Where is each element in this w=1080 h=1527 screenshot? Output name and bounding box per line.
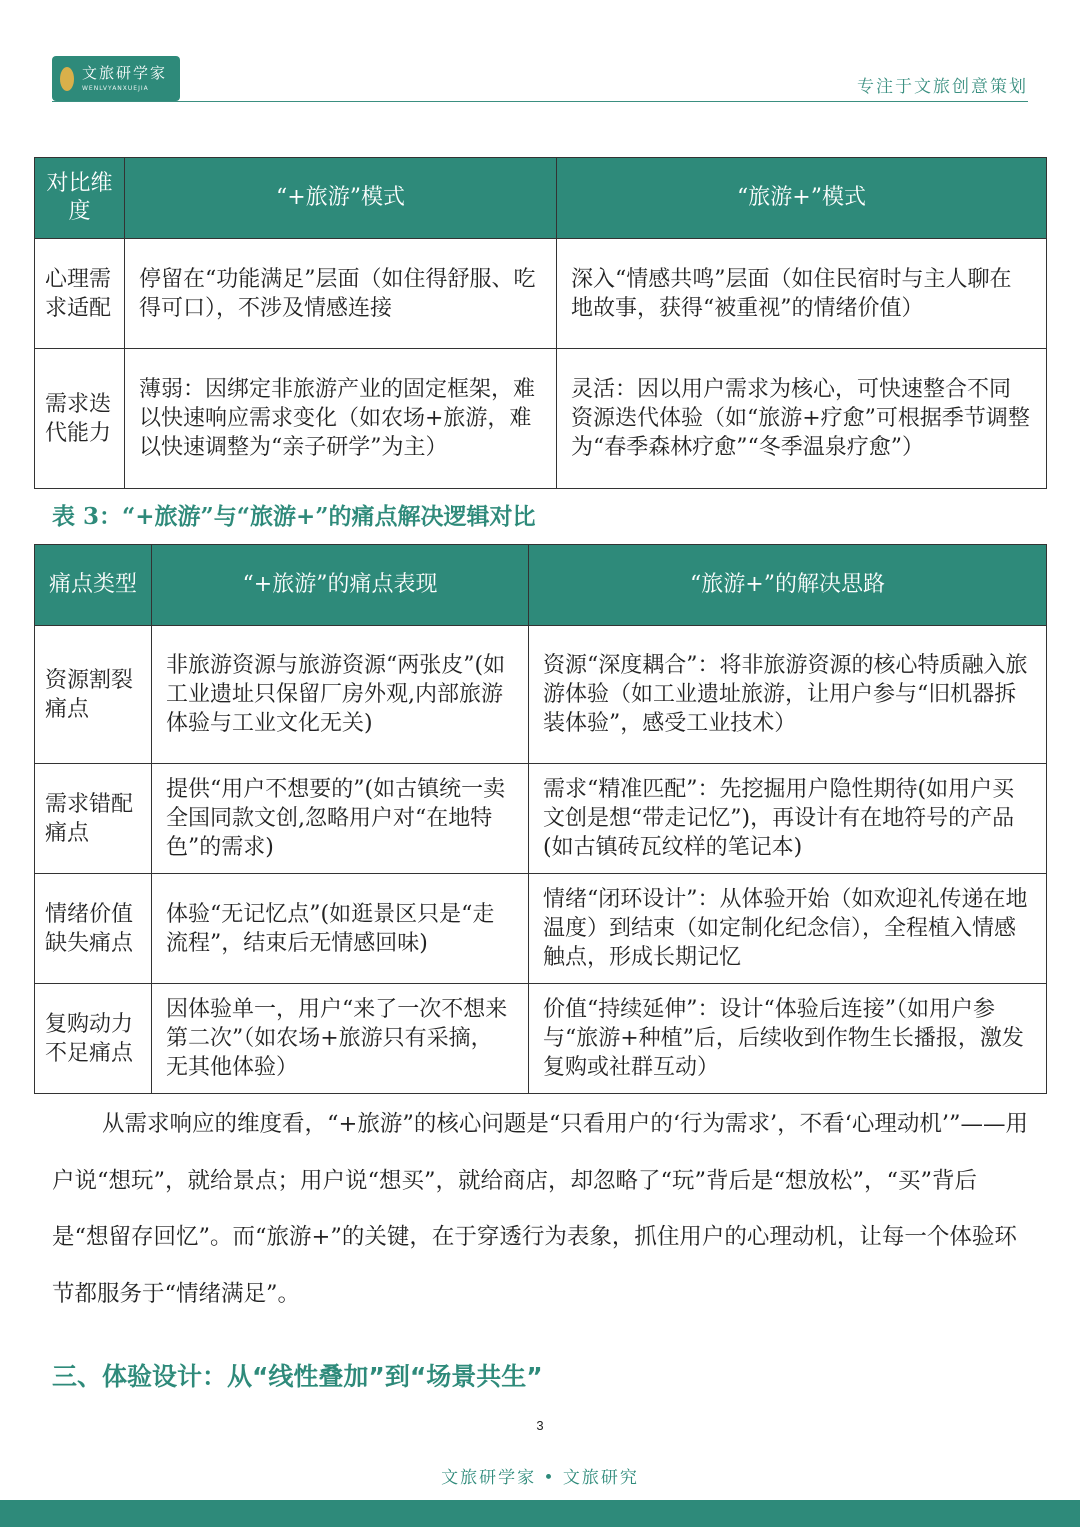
tourism-plus-cell: 灵活：因以用户需求为核心，可快速整合不同资源迭代体验（如“旅游+疗愈”可根据季节调整为“春季森林疗愈”“冬季温泉疗愈”） (557, 349, 1047, 489)
table-row (35, 874, 1047, 984)
logo-name: 文旅研学家 (82, 63, 168, 82)
pain-solution: 需求“精准匹配”：先挖掘用户隐性期待(如用户买文创是想“带走记忆”)，再设计有在地符号的产品(如古镇砖瓦纹样的笔记本) (529, 764, 1047, 874)
header-dimension: 对比维度 (35, 158, 125, 239)
footer-bar (0, 1500, 1080, 1527)
pain-solution: 资源“深度耦合”：将非旅游资源的核心特质融入旅游体验（如工业遗址旅游，让用户参与“旧机器拆装体验”，感受工业技术） (529, 626, 1047, 764)
pain-type: 复购动力不足痛点 (35, 984, 152, 1094)
header-divider (52, 101, 1028, 102)
brand-logo (52, 56, 180, 101)
table-row (35, 984, 1047, 1094)
pain-type: 情绪价值缺失痛点 (35, 874, 152, 984)
header-pain-solution: “旅游+”的解决思路 (529, 545, 1047, 626)
table-row (35, 764, 1047, 874)
mode-comparison-table (34, 157, 1047, 489)
body-paragraph: 从需求响应的维度看，“+旅游”的核心问题是“只看用户的‘行为需求’，不看‘心理动机’”——用户说“想玩”，就给景点；用户说“想买”，就给商店，却忽略了“玩”背后是“想放松”，“买”背后是“想留存回忆”。而“旅游+”的关键，在于穿透行为表象，抓住用户的心理动机，让每一个体验环节都服务于“情绪满足”。 (52, 1111, 1028, 1307)
header-plus-tourism: “+旅游”模式 (125, 158, 557, 239)
pain-solution: 价值“持续延伸”：设计“体验后连接”（如用户参与“旅游+种植”后，后续收到作物生长播报，激发复购或社群互动） (529, 984, 1047, 1094)
pain-problem: 体验“无记忆点”(如逛景区只是“走流程”，结束后无情感回味) (152, 874, 529, 984)
plus-tourism-cell: 停留在“功能满足”层面（如住得舒服、吃得可口），不涉及情感连接 (125, 239, 557, 349)
section-heading: 三、体验设计：从“线性叠加”到“场景共生” (52, 1362, 543, 1391)
table-header-row (35, 158, 1047, 239)
header-pain-problem: “+旅游”的痛点表现 (152, 545, 529, 626)
pain-solution: 情绪“闭环设计”：从体验开始（如欢迎礼传递在地温度）到结束（如定制化纪念信），全程植入情感触点，形成长期记忆 (529, 874, 1047, 984)
page-number: 3 (536, 1418, 544, 1433)
pain-problem: 非旅游资源与旅游资源“两张皮”(如工业遗址只保留厂房外观,内部旅游体验与工业文化无关) (152, 626, 529, 764)
header-tagline: 专注于文旅创意策划 (857, 77, 1028, 97)
table-row (35, 626, 1047, 764)
row-dimension: 需求迭代能力 (35, 349, 125, 489)
header-tourism-plus: “旅游+”模式 (557, 158, 1047, 239)
footer-text: 文旅研学家 • 文旅研究 (441, 1468, 639, 1488)
tourism-plus-cell: 深入“情感共鸣”层面（如住民宿时与主人聊在地故事，获得“被重视”的情绪价值） (557, 239, 1047, 349)
pain-problem: 因体验单一，用户“来了一次不想来第二次”（如农场+旅游只有采摘，无其他体验） (152, 984, 529, 1094)
logo-pinyin: WENLVYANXUEJIA (82, 84, 149, 92)
pain-type: 资源割裂痛点 (35, 626, 152, 764)
table-row (35, 239, 1047, 349)
pain-point-table (34, 544, 1047, 1094)
row-dimension: 心理需求适配 (35, 239, 125, 349)
plus-tourism-cell: 薄弱：因绑定非旅游产业的固定框架，难以快速响应需求变化（如农场+旅游，难以快速调整为“亲子研学”为主） (125, 349, 557, 489)
table-header-row (35, 545, 1047, 626)
pain-problem: 提供“用户不想要的”(如古镇统一卖全国同款文创,忽略用户对“在地特色”的需求) (152, 764, 529, 874)
pain-type: 需求错配痛点 (35, 764, 152, 874)
header-pain-type: 痛点类型 (35, 545, 152, 626)
table-row (35, 349, 1047, 489)
leaf-logo-icon (60, 67, 74, 91)
table-caption: 表 3：“+旅游”与“旅游+”的痛点解决逻辑对比 (52, 503, 536, 530)
